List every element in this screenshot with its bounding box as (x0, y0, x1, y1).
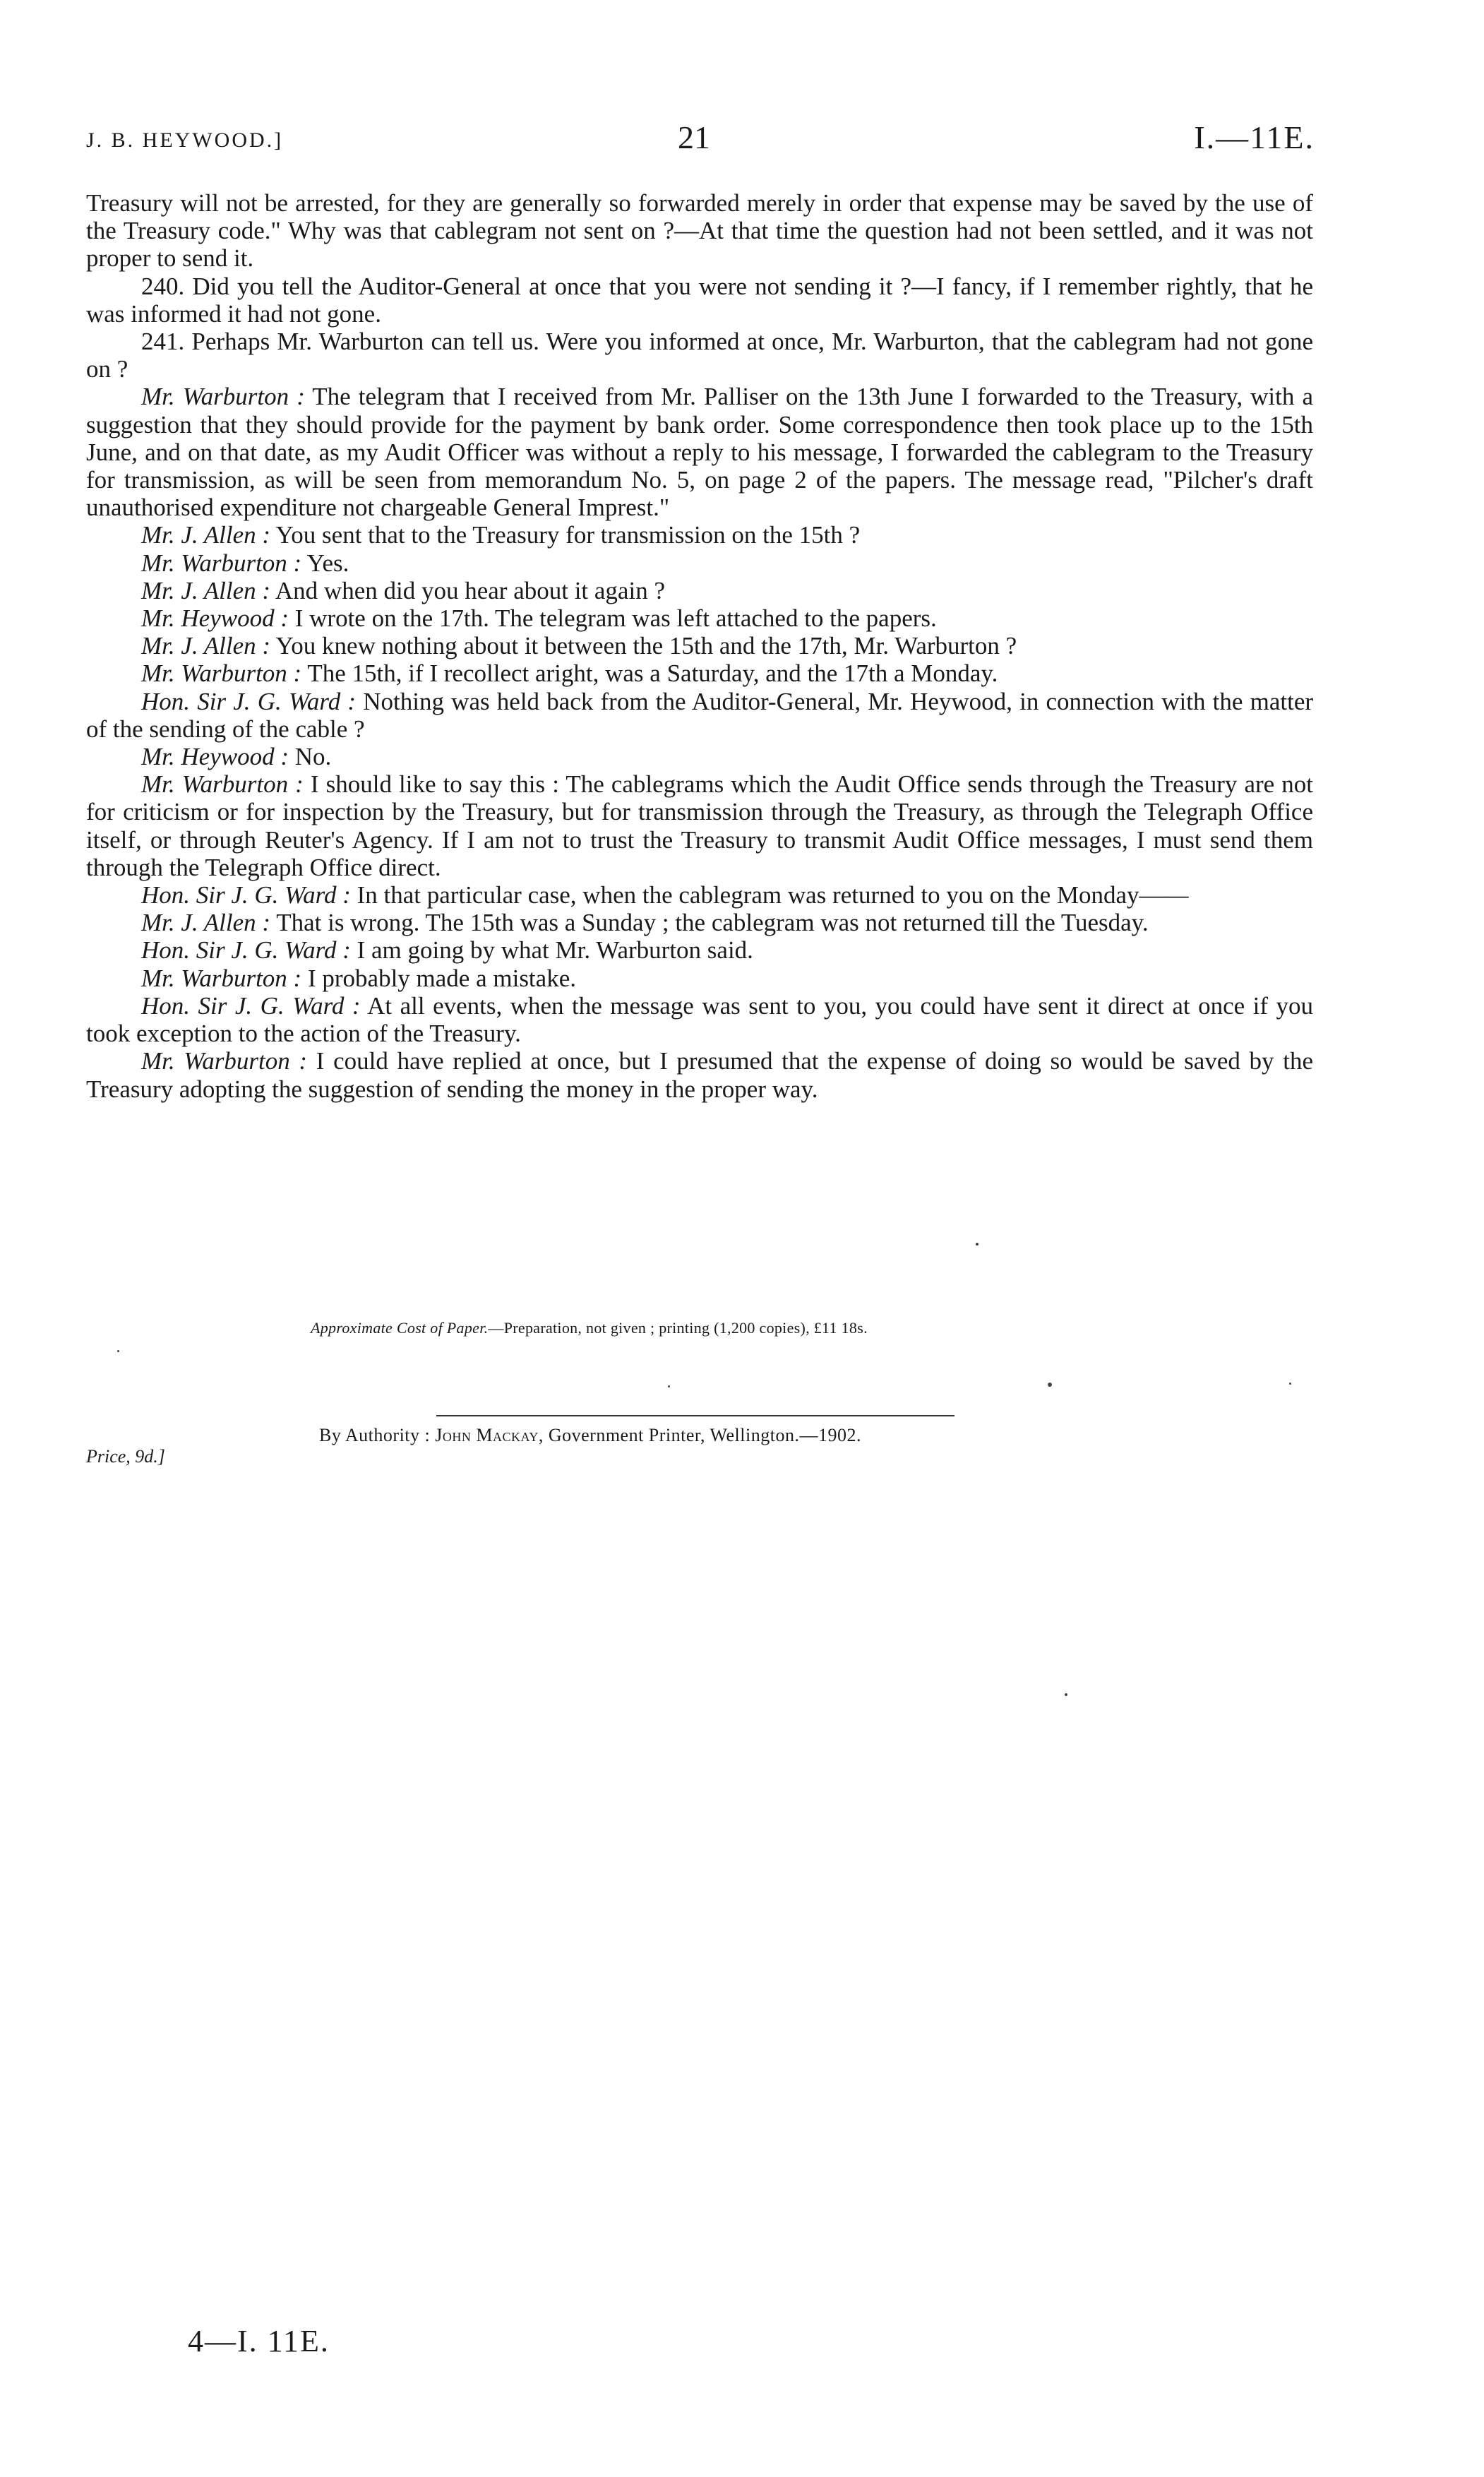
speck-mark (976, 1243, 979, 1246)
speck-mark (668, 1385, 670, 1387)
speech-paragraph (86, 521, 1313, 549)
speaker-name: Mr. J. Allen : (141, 909, 271, 937)
speck-mark (117, 1350, 119, 1352)
speaker-name: Mr. Warburton : (141, 964, 302, 992)
speaker-name: Hon. Sir J. G. Ward : (141, 936, 351, 965)
speck-mark (1048, 1383, 1052, 1387)
speaker-name: Mr. Warburton : (141, 770, 304, 799)
question-paragraph (86, 328, 1313, 383)
transcript-body (86, 189, 1313, 1103)
speaker-name: Mr. J. Allen : (141, 632, 271, 660)
speech-paragraph (86, 936, 1313, 964)
cost-of-paper-note (311, 1319, 1228, 1337)
speaker-name: Mr. J. Allen : (141, 576, 271, 604)
speaker-name: Hon. Sir J. G. Ward : (141, 687, 357, 715)
page-header (86, 119, 1315, 161)
paragraph-text: In that particular case, when the cablegram was returned to you on the Monday—— (357, 881, 1189, 909)
speech-paragraph (86, 909, 1313, 936)
paper-reference: I.—11E. (1194, 119, 1315, 155)
transcript-paragraph (86, 189, 1313, 273)
paragraph-text: I should like to say this : The cablegrams which the Audit Office sends through the Treasury are not for criticism or for inspection by the Treasury, but for transmission through the Treasury, as through the Telegraph Office itself, or through Reuter's Agency. If I am not to trust the Treasury to transmit Audit Office messages, I must send them through the Telegraph Office direct. (86, 770, 1314, 881)
speaker-name: Mr. Warburton : (141, 1047, 308, 1075)
paragraph-text: No. (294, 743, 332, 771)
signature-mark: 4—I. 11E. (188, 2324, 330, 2358)
speaker-name: Mr. J. Allen : (141, 521, 271, 549)
speech-paragraph (86, 770, 1313, 881)
paragraph-text: That is wrong. The 15th was a Sunday ; the cablegram was not returned till the Tuesday. (276, 909, 1149, 937)
paragraph-text: At all events, when the message was sent to you, you could have sent it direct at once if you took exception to the action of the Treasury. (86, 991, 1313, 1048)
speech-paragraph (86, 549, 1313, 577)
speech-paragraph (86, 383, 1313, 521)
paragraph-text: And when did you hear about it again ? (275, 576, 665, 604)
authority-prefix: By Authority : (319, 1425, 431, 1445)
paragraph-text: I probably made a mistake. (307, 964, 576, 992)
speech-paragraph (86, 1047, 1313, 1102)
paragraph-text: 241. Perhaps Mr. Warburton can tell us. Were you informed at once, Mr. Warburton, that the cablegram had not gone on ? (86, 328, 1313, 383)
footer-divider (436, 1415, 955, 1416)
speaker-name: Mr. Heywood : (141, 604, 289, 633)
speech-paragraph (86, 659, 1313, 687)
speech-paragraph (86, 965, 1313, 992)
speech-paragraph (86, 577, 1313, 604)
printer-name: John Mackay, (435, 1425, 544, 1445)
speaker-name: Mr. Heywood : (141, 743, 289, 771)
header-witness-name: J. B. HEYWOOD.] (86, 129, 284, 152)
paragraph-text: Nothing was held back from the Auditor-General, Mr. Heywood, in connection with the matter of the sending of the cable ? (86, 687, 1314, 743)
paragraph-text: Treasury will not be arrested, for they are generally so forwarded merely in order that expense may be saved by the use of the Treasury code." Why was that cablegram not sent on ?—At that time the question had not been settled, and it was not proper to send it. (86, 189, 1313, 273)
speaker-name: Hon. Sir J. G. Ward : (141, 881, 351, 909)
printer-imprint (319, 1425, 861, 1446)
speaker-name: Mr. Warburton : (141, 659, 302, 688)
speech-paragraph (86, 688, 1313, 743)
paragraph-text: You knew nothing about it between the 15th and the 17th, Mr. Warburton ? (275, 632, 1017, 660)
paragraph-text: I am going by what Mr. Warburton said. (357, 936, 753, 965)
paragraph-text: The telegram that I received from Mr. Palliser on the 13th June I forwarded to the Treasury, with a suggestion that they should provide for the payment by bank order. Some correspondence then took place up to the 15th June, and on that date, as my Audit Officer was without a reply to his message, I forwarded the cablegram to the Treasury for transmission, as will be seen from memorandum No. 5, on page 2 of the papers. The message read, "Pilcher's draft unauthorised expenditure not chargeable General Imprest." (86, 383, 1313, 522)
paragraph-text: I could have replied at once, but I presumed that the expense of doing so would be saved by the Treasury adopting the suggestion of sending the money in the proper way. (86, 1047, 1314, 1103)
speck-mark (1065, 1693, 1067, 1696)
speech-paragraph (86, 604, 1313, 632)
speaker-name: Hon. Sir J. G. Ward : (141, 991, 361, 1020)
cost-text: —Preparation, not given ; printing (1,200 copies), £11 18s. (488, 1319, 868, 1337)
paragraph-text: I wrote on the 17th. The telegram was left attached to the papers. (294, 604, 937, 633)
speech-paragraph (86, 881, 1313, 909)
speaker-name: Mr. Warburton : (141, 549, 302, 577)
page-number: 21 (678, 119, 710, 155)
speaker-name: Mr. Warburton : (141, 383, 305, 411)
speech-paragraph (86, 992, 1313, 1047)
paragraph-text: 240. Did you tell the Auditor-General at once that you were not sending it ?—I fancy, if I remember rightly, that he was informed it had not gone. (86, 272, 1313, 328)
paragraph-text: Yes. (306, 549, 349, 577)
cost-label: Approximate Cost of Paper. (311, 1319, 489, 1337)
question-paragraph (86, 273, 1313, 328)
speech-paragraph (86, 632, 1313, 659)
speech-paragraph (86, 743, 1313, 770)
authority-suffix: Government Printer, Wellington.—1902. (548, 1425, 861, 1445)
paragraph-text: You sent that to the Treasury for transmission on the 15th ? (275, 521, 861, 549)
price-note: Price, 9d.] (86, 1446, 165, 1467)
paragraph-text: The 15th, if I recollect aright, was a Saturday, and the 17th a Monday. (307, 659, 998, 688)
speck-mark (1289, 1383, 1291, 1385)
